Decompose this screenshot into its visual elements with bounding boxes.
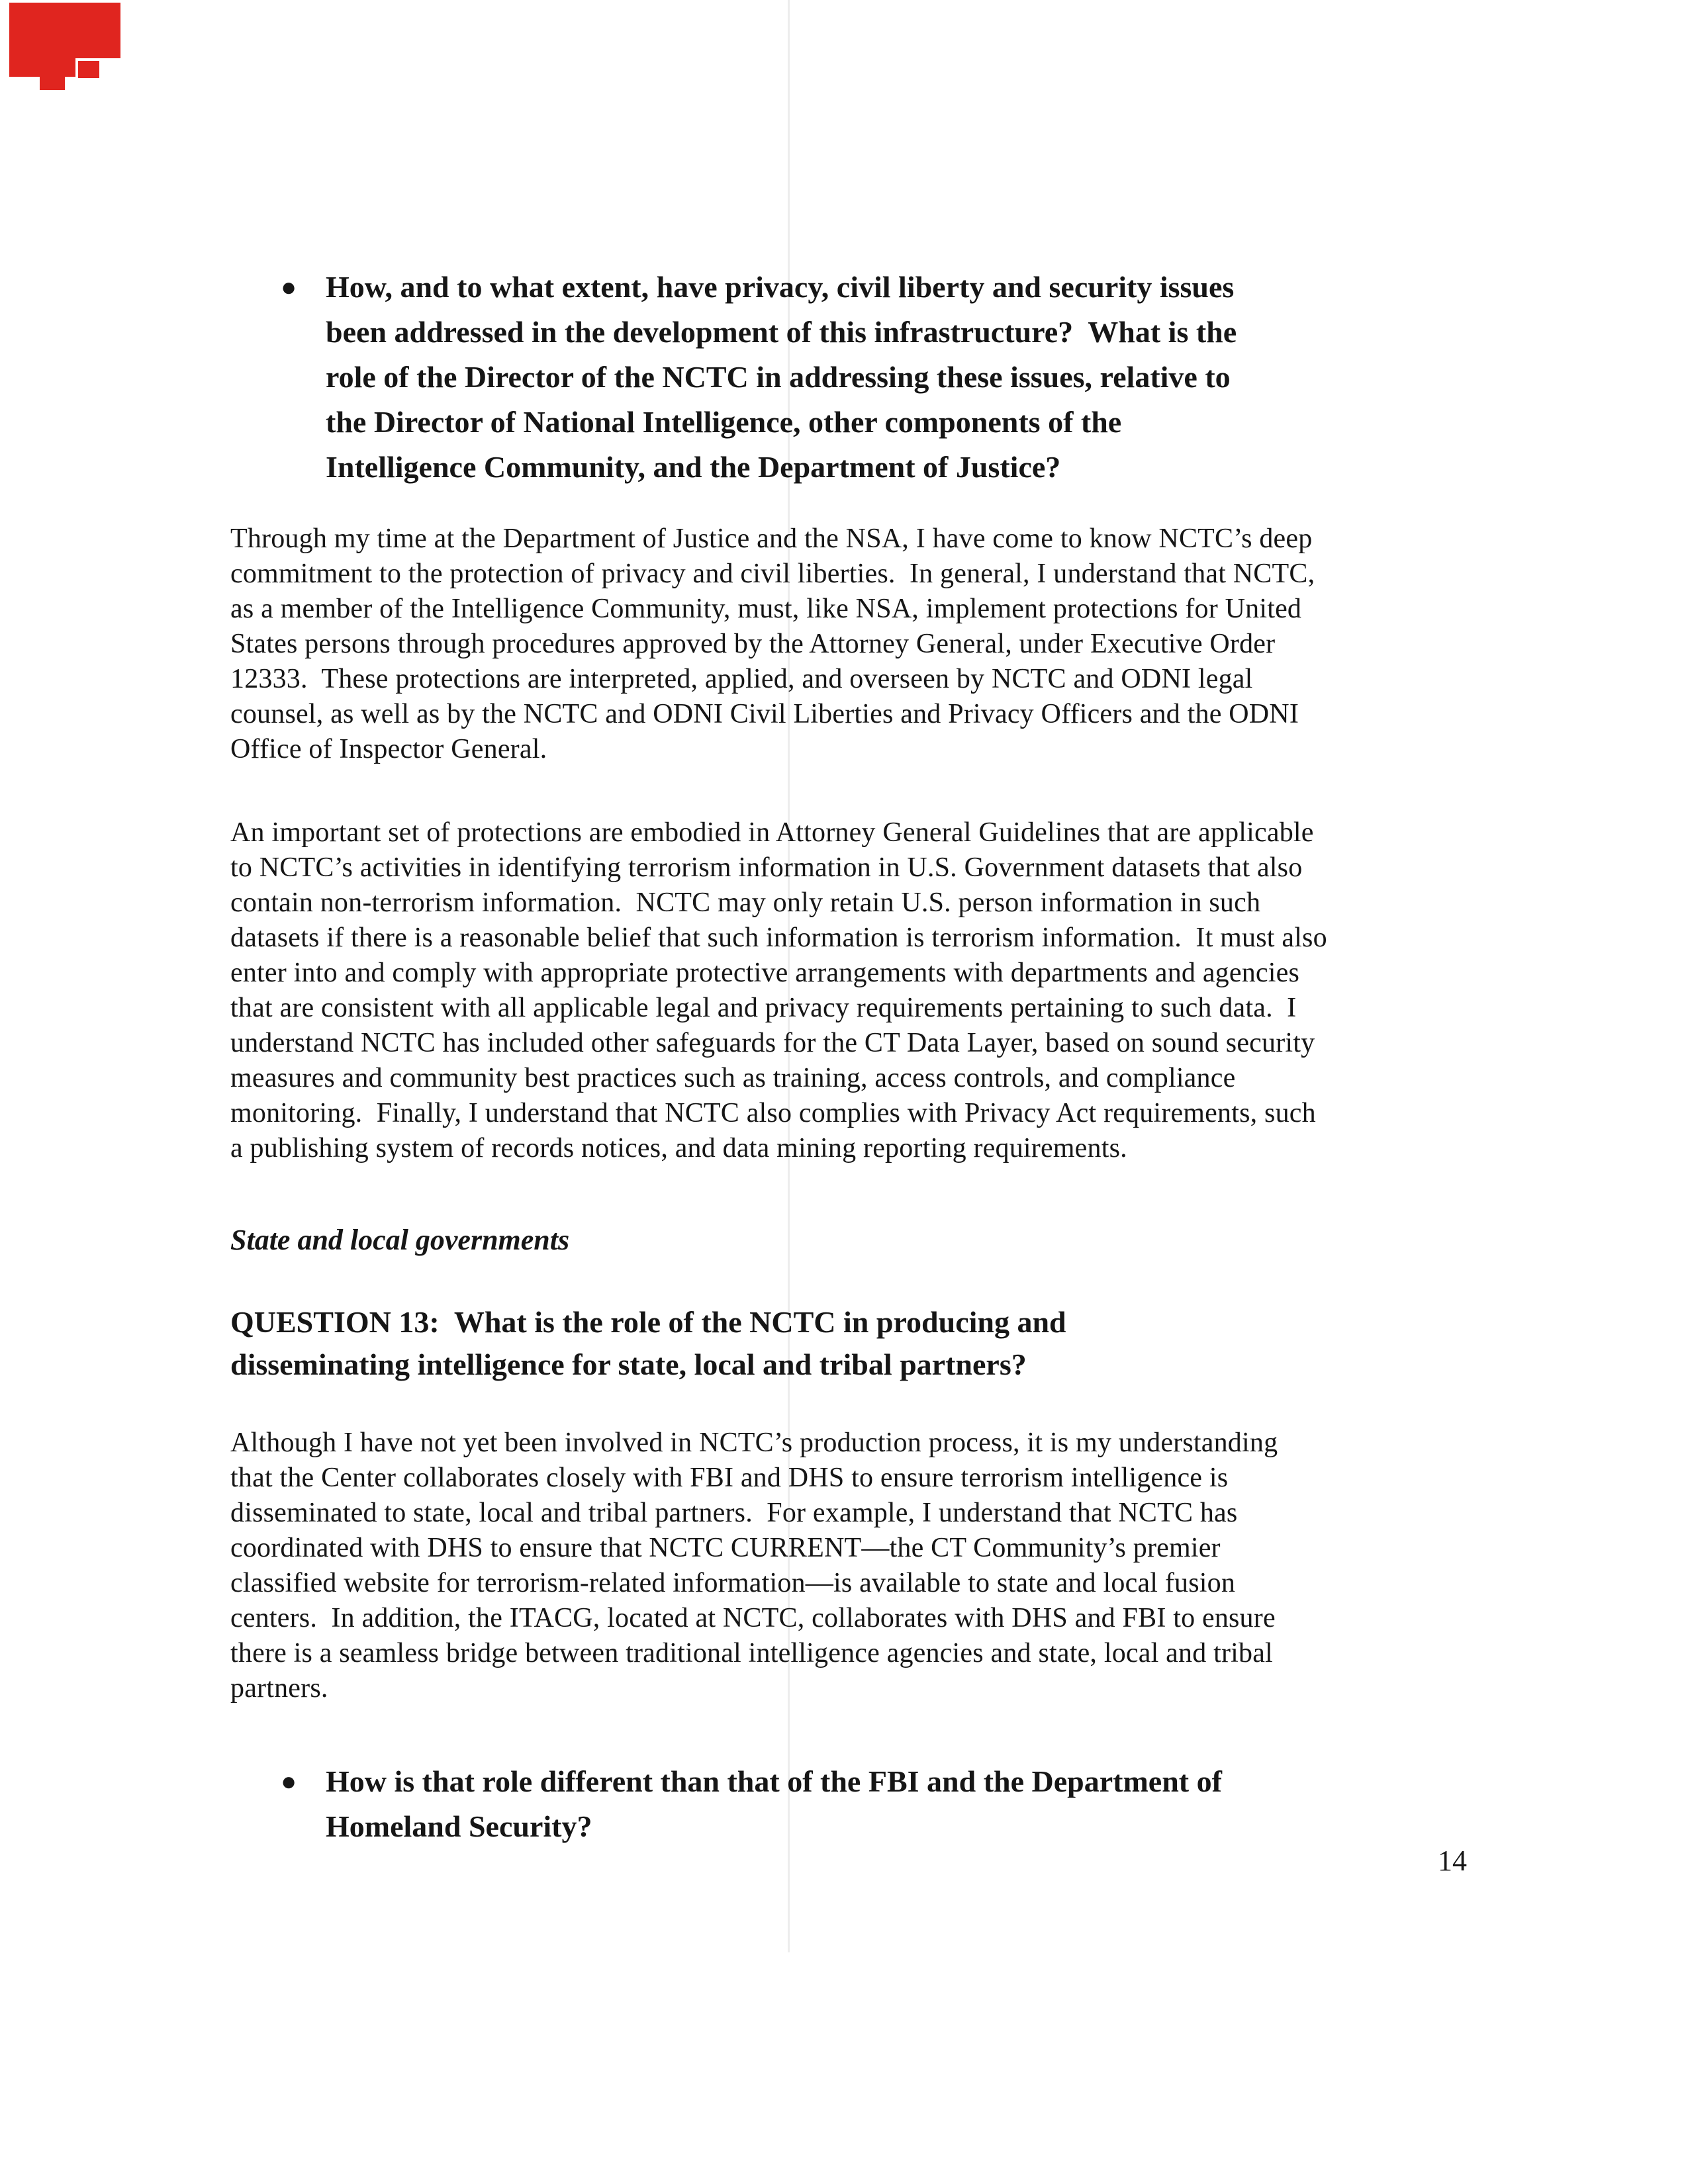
scan-artifact-red-mark — [9, 58, 75, 77]
paragraph-privacy-commitment: Through my time at the Department of Justice and the NSA, I have come to know NCTC’s deep commitment to the protection of privacy and civil liberties. In general, I understand that NCTC, as a member of the Intelligence Community, must, like NSA, implement protections for United States persons through procedures approved by the Attorney General, under Executive Order 12333. These protections are interpreted, applied, and overseen by NCTC and ODNI legal counsel, as well as by the NCTC and ODNI Civil Liberties and Privacy Officers and the ODNI Office of Inspector General. — [230, 523, 1315, 764]
scan-artifact-red-mark — [9, 3, 120, 58]
scan-artifact-red-mark — [78, 61, 99, 78]
section-heading-state-local: State and local governments — [230, 1224, 570, 1256]
page-number: 14 — [1438, 1844, 1467, 1877]
paragraph-ag-guidelines: An important set of protections are embodied in Attorney General Guidelines that are applicable to NCTC’s activities in identifying terrorism information in U.S. Government datasets that also contain non-terrorism information. NCTC may only retain U.S. person information in such datasets if there is a reasonable belief that such information is terrorism information. It must also enter into and comply with appropriate protective arrangements with departments and agencies that are consistent with all applicable legal and privacy requirements pertaining to such data. I understand NCTC has included other safeguards for the CT Data Layer, based on sound security measures and community best practices such as training, access controls, and compliance monitoring. Finally, I understand that NCTC also complies with Privacy Act requirements, such a publishing system of records notices, and data mining reporting requirements. — [230, 817, 1327, 1163]
bullet-item-privacy-question — [281, 265, 1237, 490]
bullet-icon: ● — [281, 1766, 297, 1796]
bullet-text: How, and to what extent, have privacy, civil liberty and security issues been addressed in the development of this infrastructure? What is the role of the Director of the NCTC in addressing these issues, relative to the Director of National Intelligence, other components of the Intelligence Community, and the Department of Justice? — [326, 270, 1237, 484]
bullet-icon: ● — [281, 272, 297, 302]
question-13-heading: QUESTION 13: What is the role of the NCTC in producing and disseminating intelligence for state, local and tribal partners? — [230, 1305, 1066, 1381]
scan-artifact-red-mark — [40, 77, 65, 90]
bullet-item-role-question — [281, 1759, 1222, 1849]
paragraph-nctc-role: Although I have not yet been involved in NCTC’s production process, it is my understanding that the Center collaborates closely with FBI and DHS to ensure terrorism intelligence is disseminated to state, local and tribal partners. For example, I understand that NCTC has coordinated with DHS to ensure that NCTC CURRENT—the CT Community’s premier classified website for terrorism-related information—is available to state and local fusion centers. In addition, the ITACG, located at NCTC, collaborates with DHS and FBI to ensure there is a seamless bridge between traditional intelligence agencies and state, local and tribal partners. — [230, 1428, 1278, 1704]
bullet-text: How is that role different than that of the FBI and the Department of Homeland Security? — [326, 1764, 1222, 1843]
